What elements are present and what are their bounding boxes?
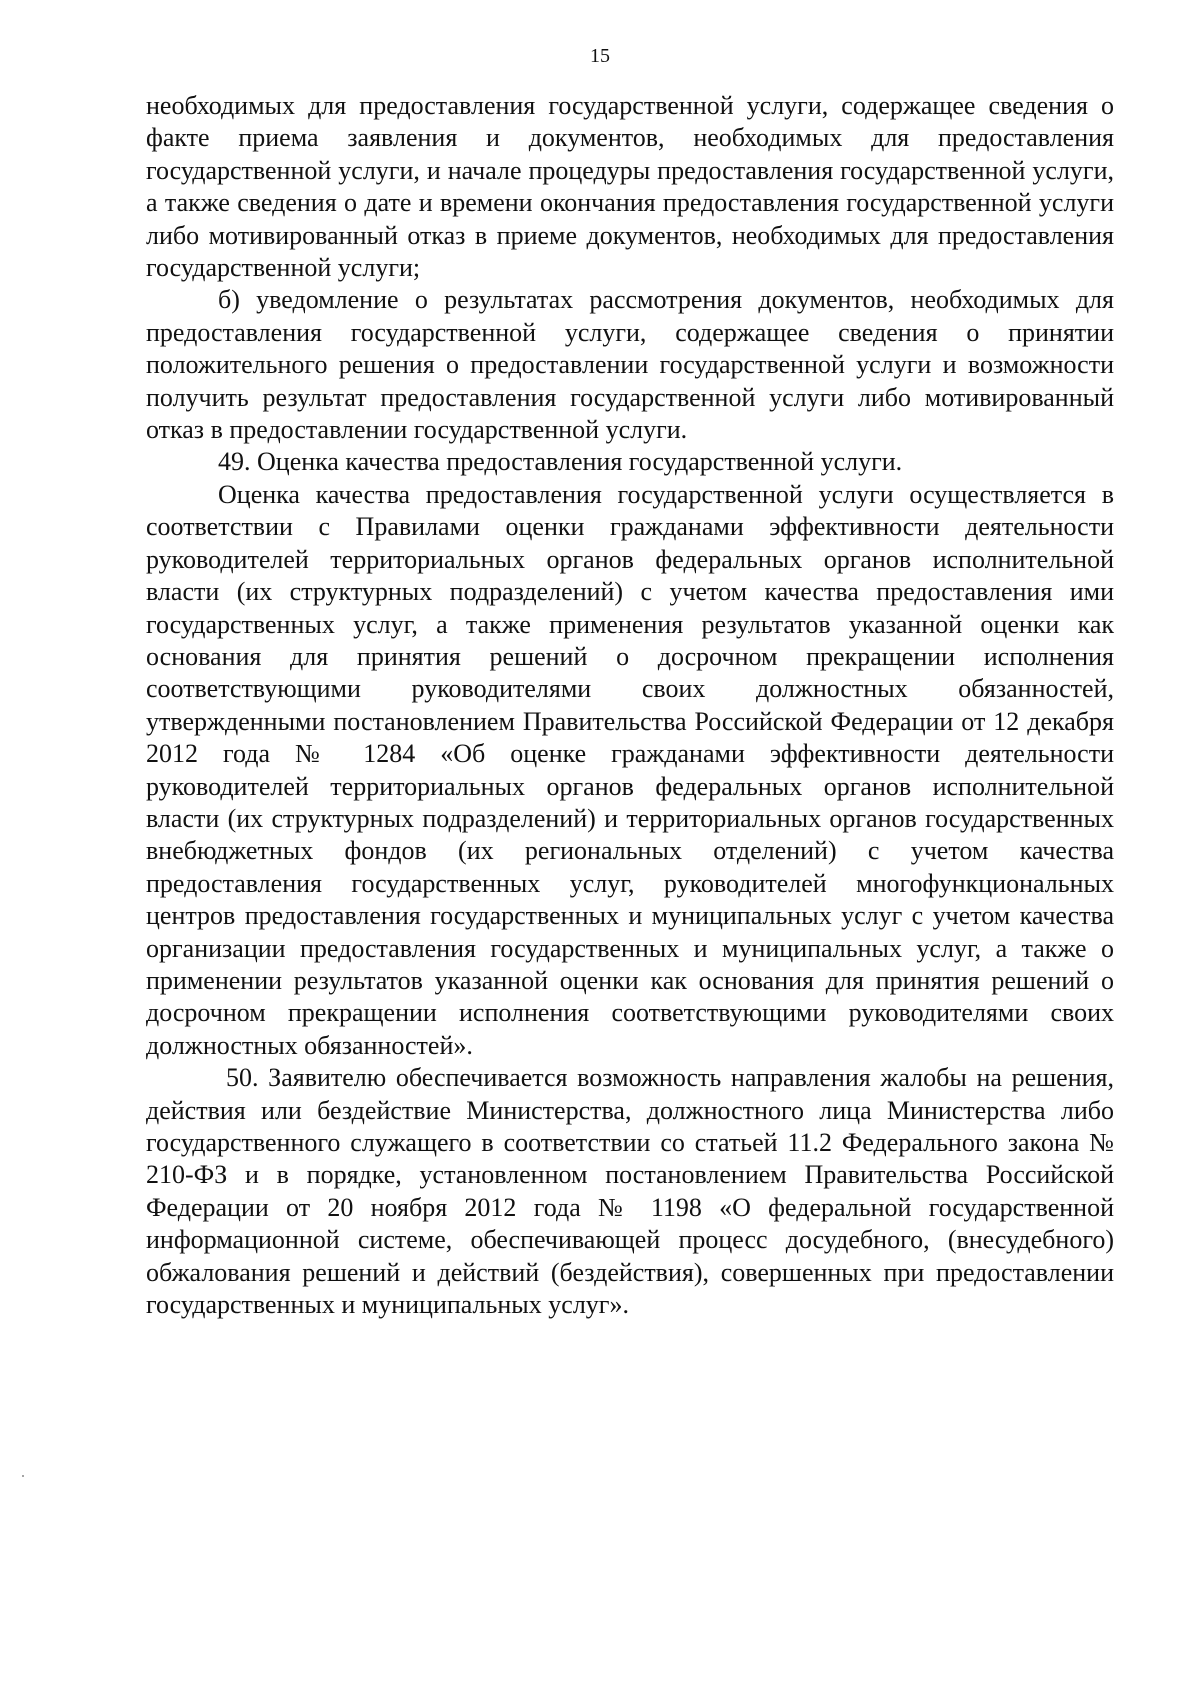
paragraph-complaint-50: 50. Заявителю обеспечивается возможность направления жалобы на решения, действия или бездействие Министерства, должностного лица Министерства либо государственного служащего в соответствии со статьей 11.2 Федерального закона № 210-ФЗ и в порядке, установленном постановлением Правительства Российской Федерации от 20 ноября 2012 года № 1198 «О федеральной государственной информационной системе, обеспечивающей процесс досудебного, (внесудебного) обжалования решений и действий (бездействия), совершенных при предоставлении государственных и муниципальных услуг».	[146, 1063, 1114, 1320]
paragraph-notification-result: б) уведомление о результатах рассмотрения документов, необходимых для предоставления государственной услуги, содержащее сведения о принятии положительного решения о предоставлении государственной услуги и возможности получить результат предоставления государственной услуги либо мотивированный отказ в предоставлении государственной услуги.	[146, 285, 1114, 445]
paragraph-quality-assessment: Оценка качества предоставления государственной услуги осуществляется в соответствии с Правилами оценки гражданами эффективности деятельности руководителей территориальных органов федеральных органов исполнительной власти (их структурных подразделений) с учетом качества предоставления ими государственных услуг, а также применения результатов указанной оценки как основания для принятия решений о досрочном прекращении исполнения соответствующими руководителями своих должностных обязанностей, утвержденными постановлением Правительства Российской Федерации от 12 декабря 2012 года № 1284 «Об оценке гражданами эффективности деятельности руководителей территориальных органов федеральных органов исполнительной власти (их структурных подразделений) и территориальных органов государственных внебюджетных фондов (их региональных отделений) с учетом качества предоставления государственных услуг, руководителей многофункциональных центров предоставления государственных и муниципальных услуг с учетом качества организации предоставления государственных и муниципальных услуг, а также о применении результатов указанной оценки как основания для принятия решений о досрочном прекращении исполнения соответствующими руководителями своих должностных обязанностей».	[146, 479, 1114, 1060]
section-heading-49: 49. Оценка качества предоставления государственной услуги.	[218, 447, 903, 477]
page-number: 15	[590, 45, 610, 67]
paragraph-notification-receipt: необходимых для предоставления государственной услуги, содержащее сведения о факте приема заявления и документов, необходимых для предоставления государственной услуги, и начале процедуры предоставления государственной услуги, а также сведения о дате и времени окончания предоставления государственной услуги либо мотивированный отказ в приеме документов, необходимых для предоставления государственной услуги;	[146, 91, 1114, 283]
scan-speck	[22, 1475, 24, 1477]
document-body	[146, 90, 1114, 1321]
